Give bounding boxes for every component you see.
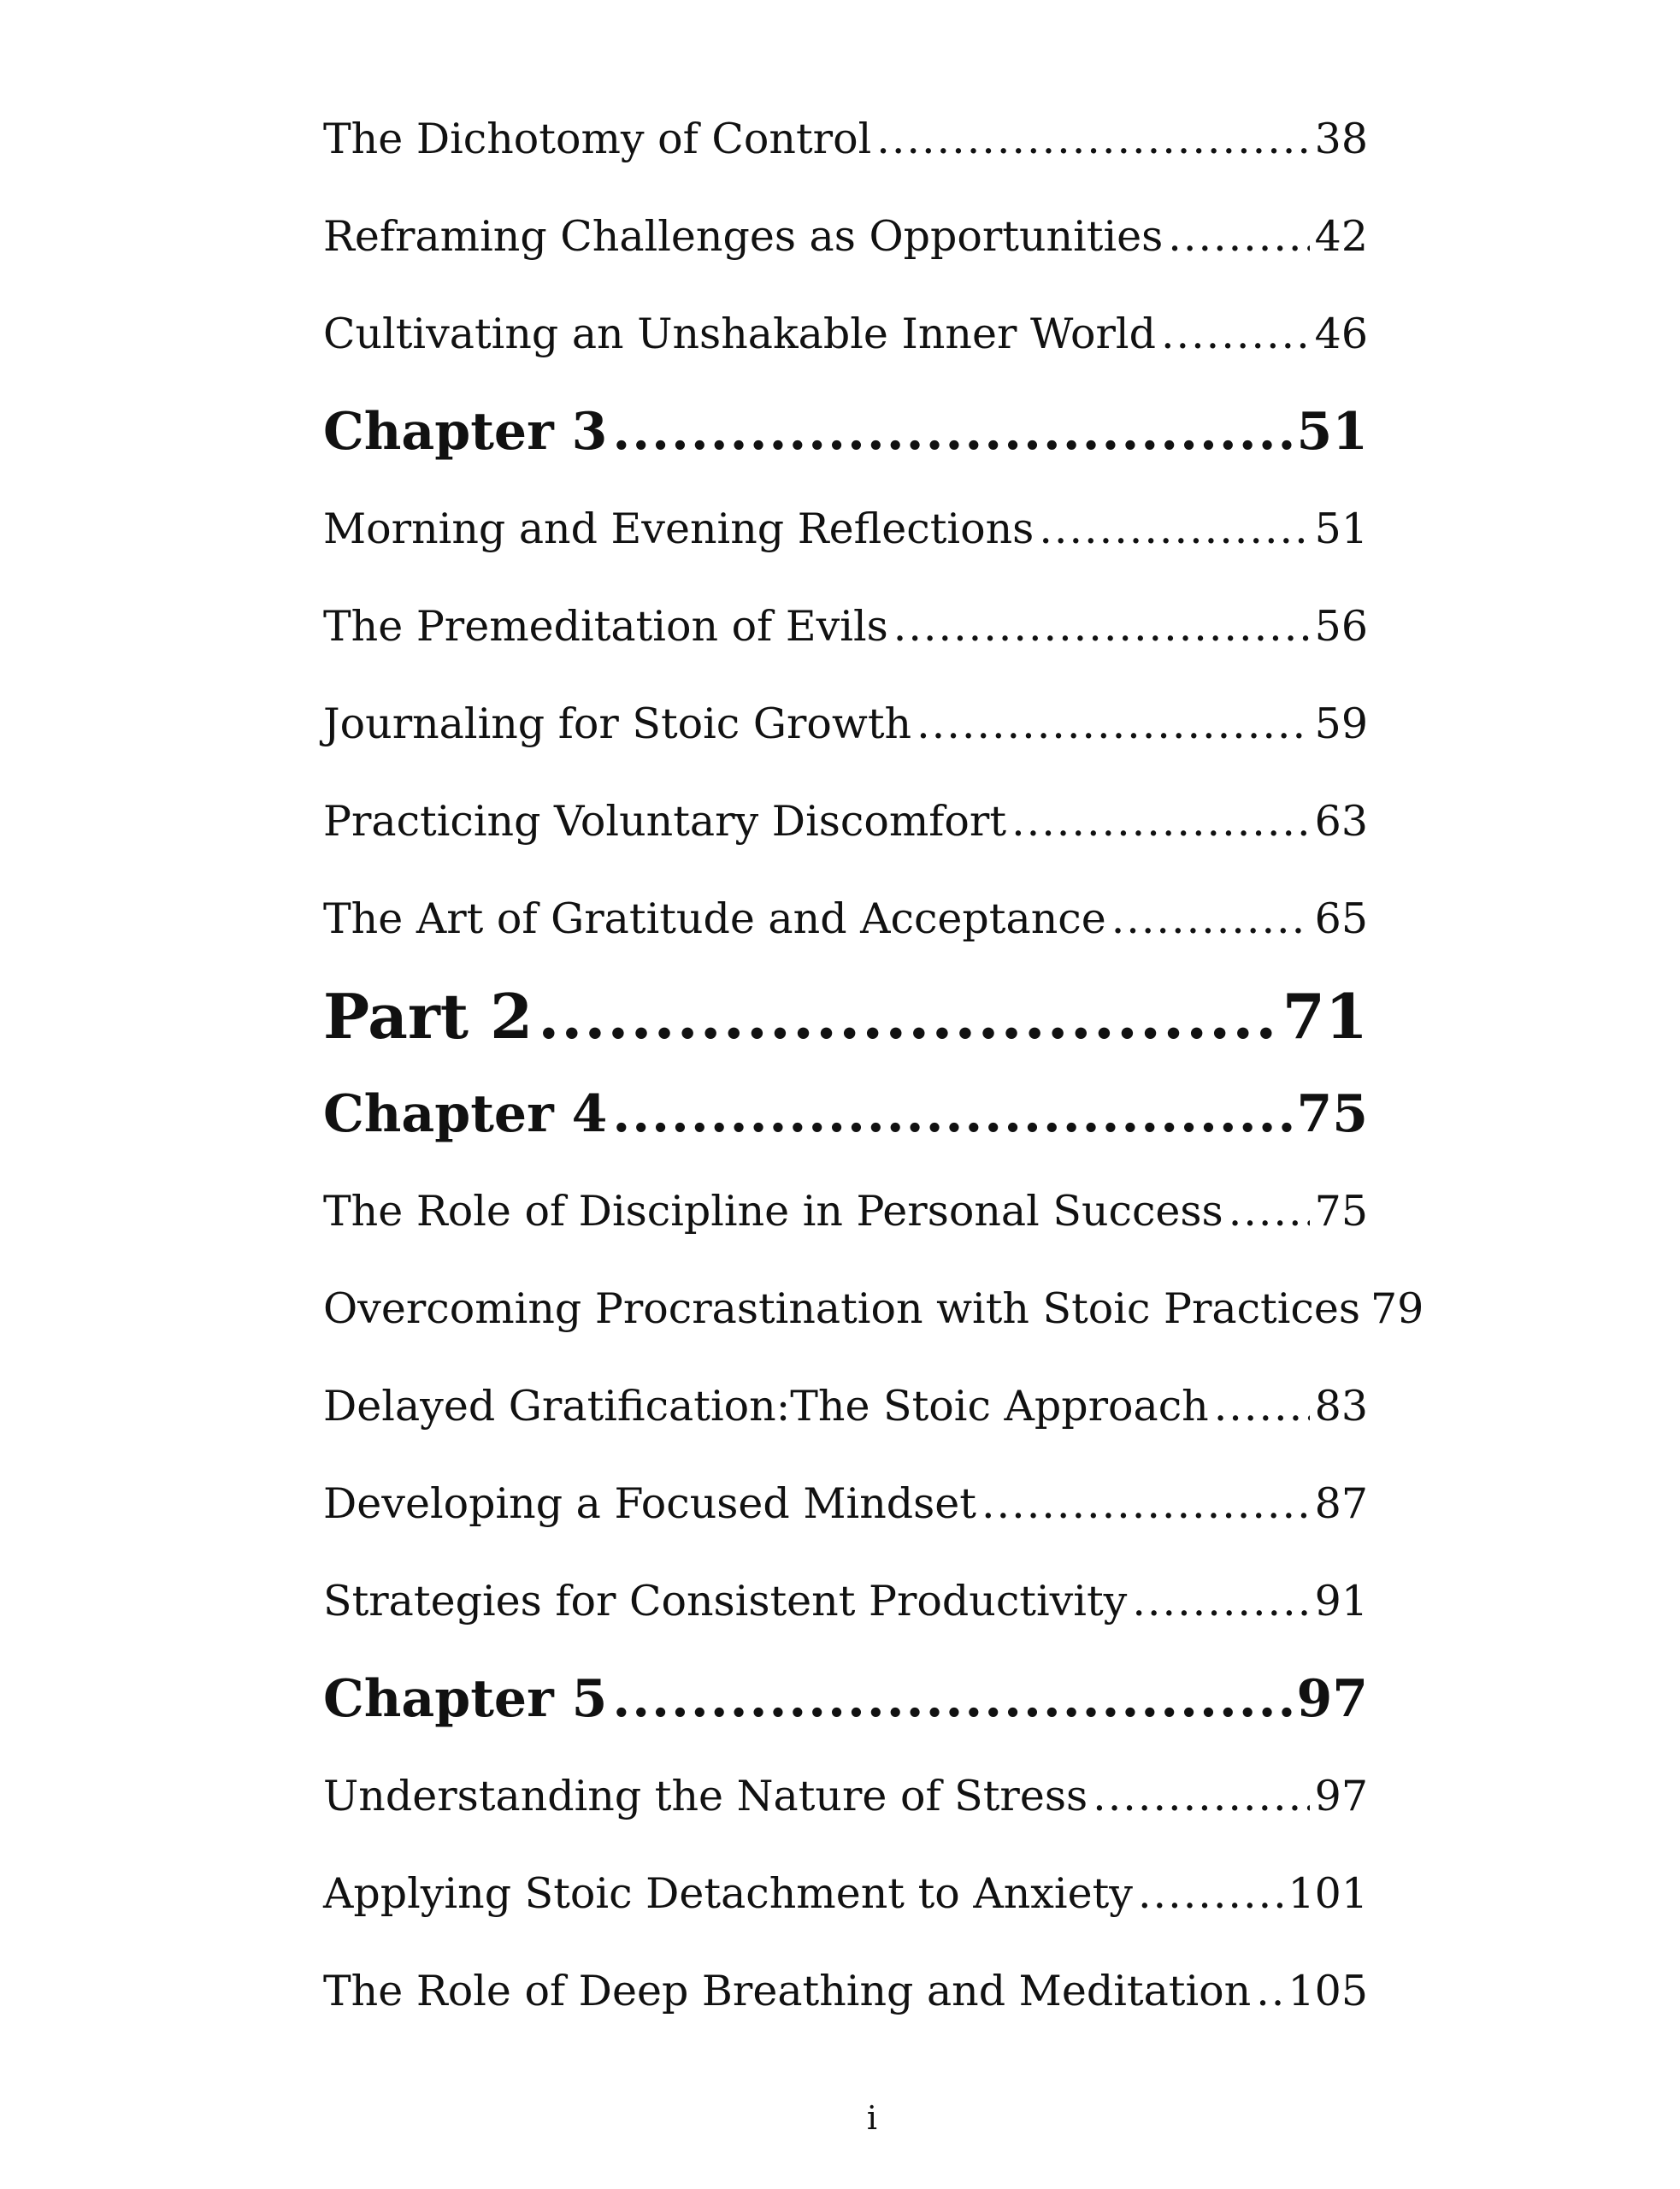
dot-leader	[917, 686, 1310, 763]
toc-entry-title: Developing a Focused Mindset	[323, 1479, 976, 1528]
toc-entry-page: 97	[1314, 1772, 1368, 1820]
toc-chapter-entry[interactable]	[323, 393, 1368, 491]
dot-leader	[612, 1076, 1291, 1153]
toc-entry-title: The Role of Discipline in Personal Success	[323, 1187, 1223, 1236]
dot-leader	[1161, 296, 1310, 373]
dot-leader	[1214, 1368, 1310, 1445]
toc-entry-page: 91	[1314, 1577, 1368, 1626]
toc-entry-page: 59	[1314, 699, 1368, 748]
toc-entry[interactable]	[323, 296, 1368, 393]
toc-entry[interactable]	[323, 1563, 1368, 1661]
toc-entry-title: Delayed Gratification:The Stoic Approach	[323, 1382, 1209, 1431]
dot-leader	[1093, 1758, 1310, 1835]
toc-entry-title: Morning and Evening Reflections	[323, 504, 1035, 553]
toc-entry-page: 87	[1314, 1479, 1368, 1528]
toc-entry-page: 42	[1314, 212, 1368, 261]
toc-entry[interactable]	[323, 101, 1368, 198]
toc-entry-title: Chapter 4	[323, 1084, 608, 1144]
toc-chapter-entry[interactable]	[323, 1661, 1368, 1758]
toc-entry-page: 105	[1288, 1967, 1368, 2015]
table-of-contents	[323, 101, 1424, 2050]
toc-entry-page: 51	[1296, 402, 1368, 462]
toc-entry[interactable]	[323, 588, 1368, 686]
toc-entry-page: 65	[1314, 894, 1368, 943]
dot-leader	[1256, 1953, 1282, 2030]
dot-leader	[876, 101, 1309, 178]
toc-entry-title: Chapter 3	[323, 402, 608, 462]
dot-leader	[1168, 198, 1309, 275]
toc-entry-page: 79	[1371, 1284, 1424, 1333]
toc-entry-page: 101	[1288, 1869, 1368, 1918]
toc-entry-page: 75	[1296, 1084, 1368, 1144]
dot-leader	[1039, 491, 1309, 568]
toc-entry-page: 46	[1314, 310, 1368, 358]
toc-entry[interactable]	[323, 1856, 1368, 1953]
toc-entry[interactable]	[323, 1953, 1368, 2050]
toc-entry-title: Part 2	[323, 980, 533, 1053]
dot-leader	[981, 1466, 1310, 1543]
dot-leader	[1132, 1563, 1309, 1640]
toc-entry-title: Understanding the Nature of Stress	[323, 1772, 1088, 1820]
toc-entry[interactable]	[323, 686, 1368, 783]
toc-entry[interactable]	[323, 1173, 1368, 1271]
toc-entry-page: 63	[1314, 797, 1368, 846]
toc-entry-page: 83	[1314, 1382, 1368, 1431]
dot-leader	[612, 1661, 1291, 1738]
toc-entry-title: Strategies for Consistent Productivity	[323, 1577, 1128, 1626]
toc-chapter-entry[interactable]	[323, 1076, 1368, 1173]
dot-leader	[1229, 1173, 1310, 1250]
toc-entry[interactable]	[323, 491, 1368, 588]
toc-entry-title: Reframing Challenges as Opportunities	[323, 212, 1164, 261]
toc-entry[interactable]	[323, 198, 1368, 296]
toc-entry-title: Applying Stoic Detachment to Anxiety	[323, 1869, 1133, 1918]
toc-entry-page: 56	[1314, 602, 1368, 651]
toc-entry-title: The Role of Deep Breathing and Meditation	[323, 1967, 1252, 2015]
toc-entry-title: Chapter 5	[323, 1669, 608, 1729]
page-number: i	[866, 2099, 878, 2137]
toc-entry-page: 71	[1282, 980, 1368, 1053]
dot-leader	[1138, 1856, 1283, 1932]
toc-entry-title: Cultivating an Unshakable Inner World	[323, 310, 1156, 358]
toc-entry-title: The Premeditation of Evils	[323, 602, 888, 651]
toc-entry[interactable]	[323, 1368, 1368, 1466]
toc-entry[interactable]	[323, 1466, 1368, 1563]
toc-entry-page: 97	[1296, 1669, 1368, 1729]
toc-entry-title: The Art of Gratitude and Acceptance	[323, 894, 1106, 943]
toc-entry[interactable]	[323, 881, 1368, 978]
toc-entry-page: 51	[1314, 504, 1368, 553]
dot-leader	[612, 393, 1291, 470]
dot-leader	[538, 978, 1277, 1055]
toc-entry-title: Journaling for Stoic Growth	[323, 699, 912, 748]
toc-entry[interactable]	[323, 1758, 1368, 1856]
toc-entry-title: Practicing Voluntary Discomfort	[323, 797, 1007, 846]
toc-entry-title: Overcoming Procrastination with Stoic Practices	[323, 1284, 1360, 1333]
toc-entry-page: 38	[1314, 115, 1368, 163]
toc-entry[interactable]	[323, 783, 1368, 881]
toc-part-entry[interactable]	[323, 978, 1368, 1076]
dot-leader	[1111, 881, 1310, 958]
toc-entry-title: The Dichotomy of Control	[323, 115, 872, 163]
toc-entry-page: 75	[1314, 1187, 1368, 1236]
toc-entry[interactable]	[323, 1271, 1424, 1368]
dot-leader	[893, 588, 1310, 665]
dot-leader	[1011, 783, 1310, 860]
